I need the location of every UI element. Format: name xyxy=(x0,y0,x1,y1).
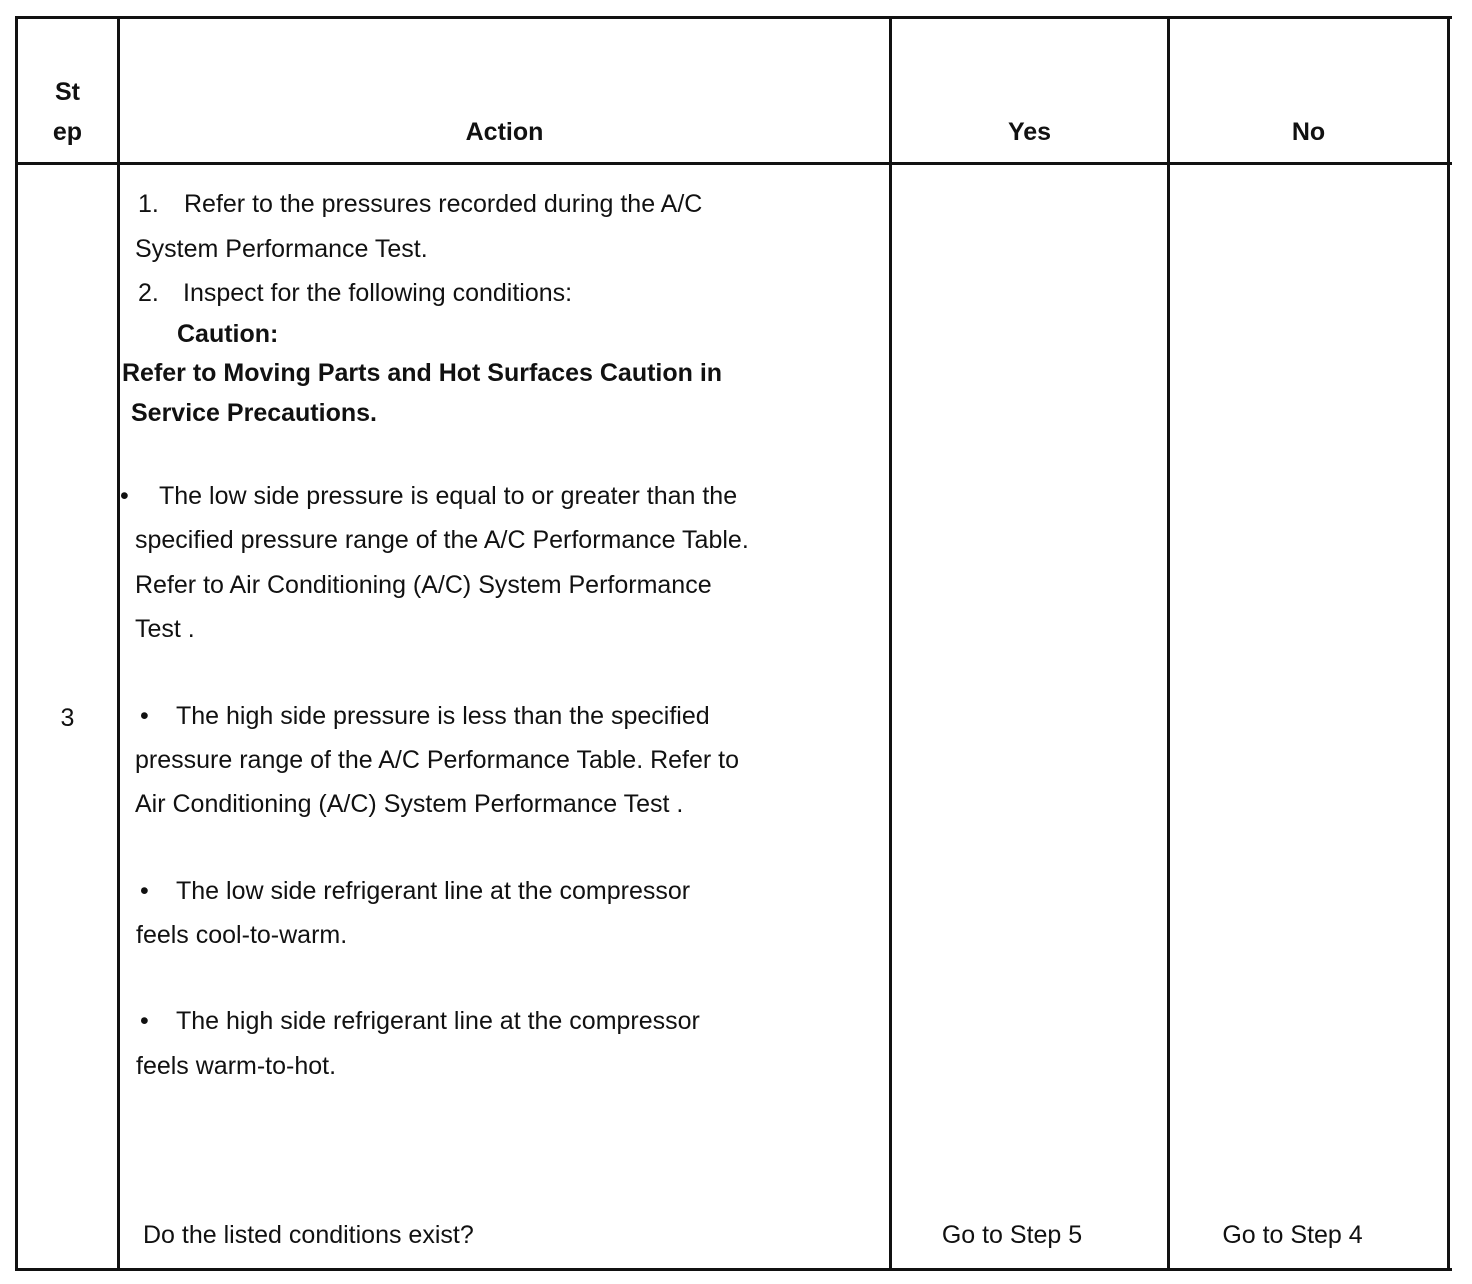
question-text: Do the listed conditions exist? xyxy=(143,1221,474,1249)
caution-label: Caution: xyxy=(177,320,279,348)
bullet-1-line4: Test . xyxy=(135,615,195,643)
bullet-1-symbol: • xyxy=(120,482,129,510)
bullet-1-line3: Refer to Air Conditioning (A/C) System Performance xyxy=(135,571,712,599)
step-number: 3 xyxy=(60,704,75,732)
bullet-1-line2: specified pressure range of the A/C Performance Table. xyxy=(135,526,749,554)
bullet-1-line1: The low side pressure is equal to or greater than the xyxy=(159,482,738,510)
item1-continuation: System Performance Test. xyxy=(135,235,428,263)
table-left-border xyxy=(15,16,18,1271)
item2-text: Inspect for the following conditions: xyxy=(183,279,573,307)
item1-number: 1. xyxy=(138,190,159,218)
bullet-2-line1: The high side pressure is less than the specified xyxy=(176,702,710,730)
bullet-3-line2: feels cool-to-warm. xyxy=(136,921,348,949)
bullet-4-line2: feels warm-to-hot. xyxy=(136,1052,337,1080)
header-no: No xyxy=(1291,118,1326,146)
no-outcome: Go to Step 4 xyxy=(1222,1221,1363,1249)
table-right-border xyxy=(1447,16,1450,1271)
bullet-3-line1: The low side refrigerant line at the compressor xyxy=(176,877,691,905)
column-divider-yes-no xyxy=(1167,16,1170,1271)
caution-line2: Service Precautions. xyxy=(131,399,377,427)
item1-text: Refer to the pressures recorded during the A/C xyxy=(184,190,703,218)
header-step-line2: ep xyxy=(52,118,83,146)
bullet-3-symbol: • xyxy=(140,877,149,905)
bullet-2-line3: Air Conditioning (A/C) System Performance Test . xyxy=(135,790,684,818)
header-action: Action xyxy=(465,118,544,146)
table-top-border xyxy=(15,16,1452,19)
column-divider-step-action xyxy=(117,16,120,1271)
header-yes: Yes xyxy=(1007,118,1052,146)
yes-outcome: Go to Step 5 xyxy=(941,1221,1083,1249)
header-bottom-border xyxy=(15,162,1452,165)
header-step xyxy=(18,78,117,146)
bullet-4-symbol: • xyxy=(140,1007,149,1035)
bullet-4-line1: The high side refrigerant line at the compressor xyxy=(176,1007,700,1035)
item2-number: 2. xyxy=(138,279,159,307)
caution-line1: Refer to Moving Parts and Hot Surfaces Caution in xyxy=(122,359,723,387)
bullet-2-line2: pressure range of the A/C Performance Table. Refer to xyxy=(135,746,740,774)
table-bottom-border xyxy=(15,1268,1452,1271)
bullet-2-symbol: • xyxy=(140,702,149,730)
column-divider-action-yes xyxy=(889,16,892,1271)
header-step-line1: St xyxy=(55,78,80,106)
